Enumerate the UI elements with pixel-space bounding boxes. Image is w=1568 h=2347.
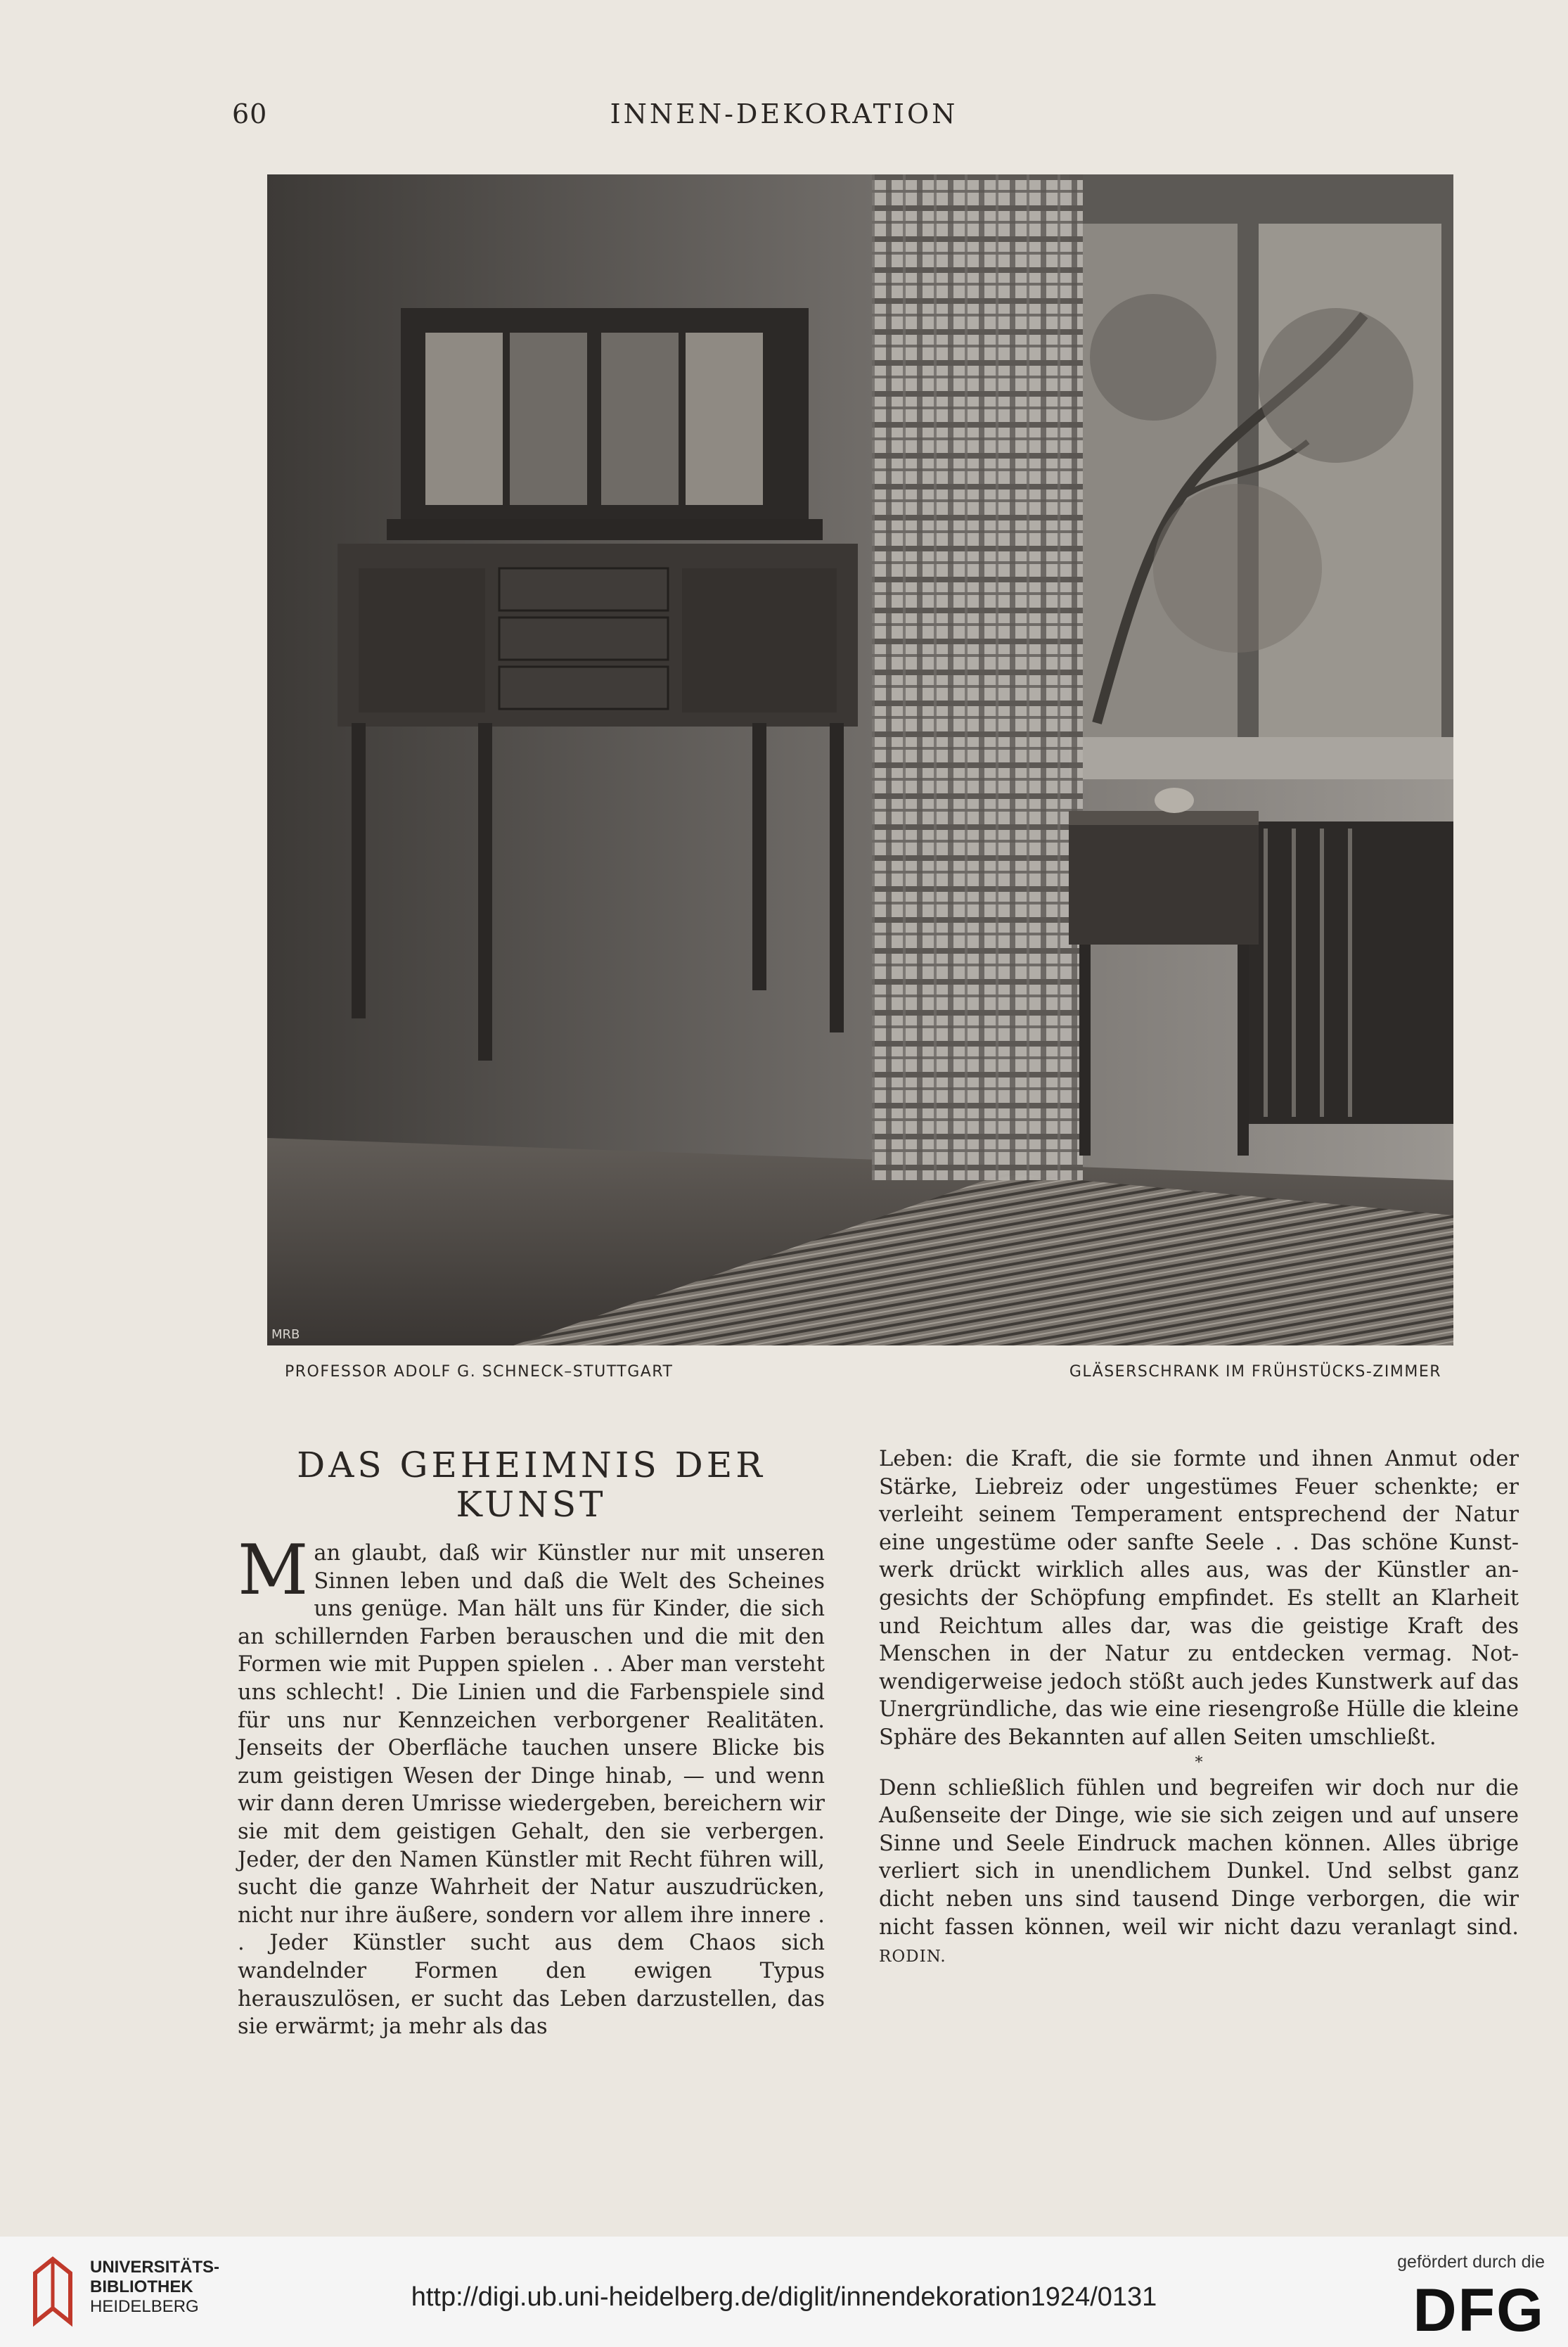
dfg-logo: DFG: [1413, 2277, 1545, 2344]
author-signature: RODIN.: [879, 1948, 946, 1967]
page-number: 60: [232, 98, 268, 129]
article: [238, 1445, 1519, 2040]
section-separator: *: [1195, 1753, 1203, 1772]
paragraph-3-text: Denn schließlich fühlen und begreifen wir doch nur die Außenseite der Dinge, wie sie sich zeigen und auf unsere Sinne und Seele Eindruck machen können. Alles übrige verliert sich in unendlichem Dunkel. Und selbst ganz dicht neben uns sind tausend Dinge verborgen, die wir nicht fassen können, weil wir nicht dazu veranlagt sind.: [879, 1775, 1519, 1940]
digitization-footer: [0, 2237, 1568, 2347]
library-name-line-3: HEIDELBERG: [90, 2297, 199, 2316]
funding-note: gefördert durch die: [1397, 2252, 1545, 2272]
photo-illustration: [267, 174, 1453, 1345]
source-url-link[interactable]: http://digi.ub.uni-heidelberg.de/diglit/innendekoration1924/0131: [411, 2282, 1157, 2312]
library-name-line-2: BIBLIOTHEK: [90, 2277, 193, 2296]
article-column-left: [238, 1445, 825, 2041]
caption-title: GLÄSERSCHRANK IM FRÜHSTÜCKS-ZIMMER: [1069, 1363, 1441, 1381]
article-paragraph-2: Leben: die Kraft, die sie formte und ihnen Anmut oder Stärke, Liebreiz oder ungestümes Feuer schenkte; er verleiht seinem Temperament entsprechend der Natur eine ungestüme oder sanfte Seele . . Das schöne Kunstwerk drückt wirklich alles aus, was der Künstler angesichts der Schöpfung empfindet. Es stellt an Klarheit und Reichtum alles dar, was die geistige Kraft des Menschen in der Natur zu entdecken vermag. Notwendigerweise jedoch stößt auch jedes Kunstwerk auf das Unergründliche, das wie eine riesengroße Hülle die kleine Sphäre des Bekannten auf allen Seiten umschließt.: [879, 1447, 1519, 1750]
drop-cap: M: [238, 1530, 309, 1611]
running-title: INNEN-DEKORATION: [610, 98, 958, 129]
photo-monogram: MRB: [271, 1327, 300, 1342]
furniture-photograph: [267, 174, 1453, 1345]
article-paragraph-3: [879, 1774, 1519, 1971]
paragraph-1-text: an glaubt, daß wir Künstler nur mit unseren Sinnen leben und daß die Welt des Scheines uns genüge. Man hält uns für Kinder, die sich an schillernden Farben berauschen und die mit den Formen wie mit Puppen spielen . . Aber man versteht uns schlecht! . Die Linien und die Farbenspiele sind für uns nur Kennzeichen verborgener Realitäten. Jenseits der Oberfläche tauchen unsere Blicke bis zum geistigen Wesen der Dinge hinab, — und wenn wir dann deren Umrisse wiedergeben, bereichern wir sie mit dem geistigen Gehalt, den sie verbergen. Jeder, der den Namen Künstler mit Recht führen will, sucht die ganze Wahrheit der Natur auszudrücken, nicht nur ihre äußere, sondern vor allem ihre innere . . Jeder Künstler sucht aus dem Chaos sich wandelnder Formen den ewigen Typus herauszulösen, er sucht das Leben darzustellen, das sie erwärmt; ja mehr als das: [238, 1541, 825, 2040]
library-name-line-1: UNIVERSITÄTS-: [90, 2258, 220, 2277]
article-column-right: [879, 1445, 1519, 1971]
article-title: DAS GEHEIMNIS DER KUNST: [297, 1445, 766, 1525]
article-paragraph-1: [238, 1530, 825, 2041]
caption-designer: PROFESSOR ADOLF G. SCHNECK–STUTTGART: [285, 1363, 674, 1381]
